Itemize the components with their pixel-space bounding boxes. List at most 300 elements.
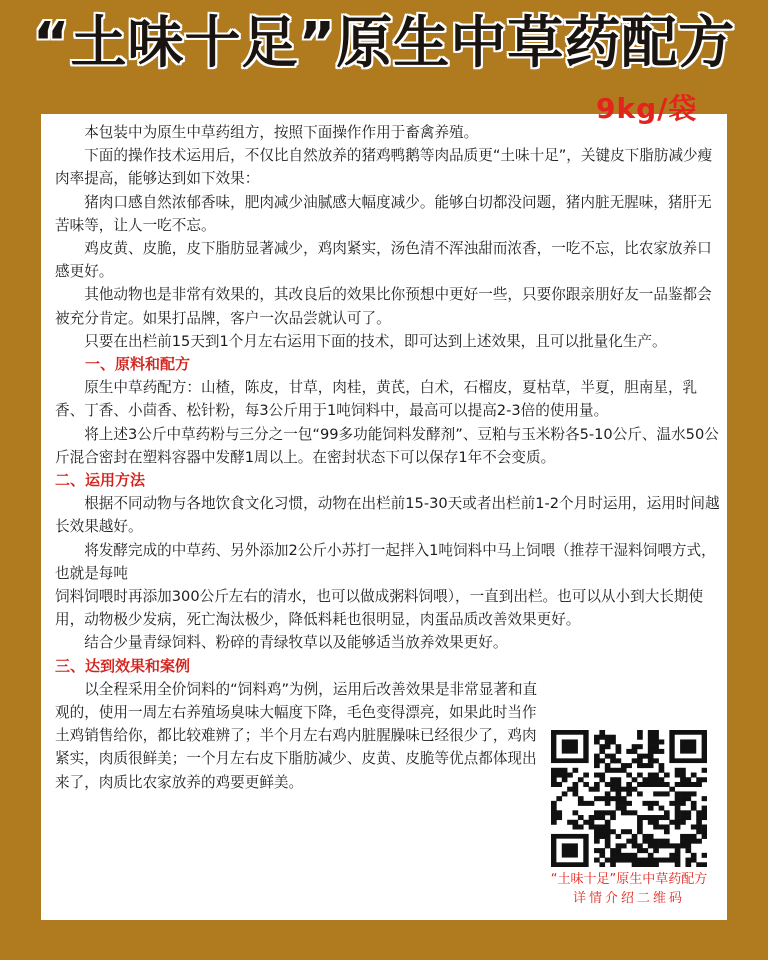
qr-module: [616, 758, 622, 763]
qr-module: [664, 829, 670, 834]
qr-module: [594, 782, 600, 787]
qr-module: [653, 782, 659, 787]
qr-module: [691, 791, 697, 796]
qr-module: [599, 862, 605, 867]
qr-module: [642, 815, 648, 820]
qr-module: [653, 777, 659, 782]
qr-module: [653, 858, 659, 863]
qr-module: [589, 815, 595, 820]
qr-module: [621, 843, 627, 848]
qr-module: [605, 801, 611, 806]
qr-module: [691, 782, 697, 787]
package-weight: 9kg/袋: [596, 92, 698, 125]
qr-module: [680, 796, 686, 801]
qr-module: [675, 820, 681, 825]
qr-module: [648, 858, 654, 863]
qr-module: [702, 829, 707, 834]
qr-module: [551, 801, 557, 806]
qr-module: [583, 773, 589, 778]
qr-module: [680, 815, 686, 820]
usage-paragraph-4: 结合少量青绿饲料、粉碎的青绿牧草以及能够适当放养效果更好。: [84, 634, 508, 652]
qr-module: [675, 848, 681, 853]
qr-module: [632, 777, 638, 782]
qr-module: [680, 791, 686, 796]
qr-module: [675, 782, 681, 787]
results-paragraph-1: 以全程采用全价饲料的“饲料鸡”为例，运用后改善效果是非常显著和直观的，使用一周左右养殖场臭味大幅度下降，毛色变得漂亮，如果此时当作土鸡销售给你，都比较难辨了；半个月左右鸡内脏腥臊味已经很少了，鸡肉紧实，肉质很鲜美；一个月左右皮下脂肪减少、皮黄、皮脆等优点都体现出来了，肉质比农家放养的鸡要更鲜美。: [55, 680, 538, 791]
qr-module: [621, 787, 627, 792]
qr-module: [648, 853, 654, 858]
qr-module: [551, 820, 557, 825]
qr-module: [562, 768, 568, 773]
qr-module: [675, 862, 681, 867]
section-heading-usage: 二、运用方法: [55, 471, 146, 490]
qr-module: [616, 796, 622, 801]
qr-module: [551, 806, 557, 811]
qr-module: [599, 735, 605, 740]
qr-module: [605, 824, 611, 829]
qr-module: [573, 787, 579, 792]
qr-module: [610, 796, 616, 801]
qr-module: [680, 839, 686, 844]
usage-paragraph-2: 将发酵完成的中草药、另外添加2公斤小苏打一起拌入1吨饲料中马上饲喂（推荐干湿料饲喂方式，也就是每吨: [55, 541, 716, 582]
qr-module: [605, 843, 611, 848]
qr-module: [556, 768, 562, 773]
qr-module: [632, 810, 638, 815]
qr-module: [653, 749, 659, 754]
qr-module: [616, 843, 622, 848]
qr-module: [556, 810, 562, 815]
qr-module: [599, 829, 605, 834]
qr-module: [626, 810, 632, 815]
qr-module: [599, 815, 605, 820]
qr-module: [616, 834, 622, 839]
qr-module: [664, 843, 670, 848]
qr-module: [702, 815, 707, 820]
qr-module: [599, 810, 605, 815]
qr-module: [685, 862, 691, 867]
qr-module: [594, 796, 600, 801]
qr-module: [610, 782, 616, 787]
qr-module: [573, 782, 579, 787]
qr-module: [599, 824, 605, 829]
qr-module: [653, 744, 659, 749]
qr-module: [659, 763, 665, 768]
qr-module: [616, 858, 622, 863]
qr-module: [659, 782, 665, 787]
qr-module: [616, 782, 622, 787]
qr-module: [648, 782, 654, 787]
qr-module: [637, 820, 643, 825]
qr-module: [664, 773, 670, 778]
qr-module: [642, 763, 648, 768]
qr-module: [642, 777, 648, 782]
qr-module: [605, 735, 611, 740]
qr-module: [659, 791, 665, 796]
qr-module: [702, 834, 707, 839]
qr-module: [621, 806, 627, 811]
qr-module: [637, 848, 643, 853]
qr-module: [637, 815, 643, 820]
qr-module: [702, 768, 707, 773]
qr-module: [637, 773, 643, 778]
section-heading-ingredients: 一、原料和配方: [85, 355, 191, 374]
qr-module: [637, 735, 643, 740]
qr-module: [605, 810, 611, 815]
section-heading-results: 三、达到效果和案例: [55, 656, 191, 675]
qr-module: [659, 806, 665, 811]
qr-module: [621, 810, 627, 815]
qr-module: [637, 744, 643, 749]
qr-module: [551, 815, 557, 820]
qr-module: [605, 744, 611, 749]
qr-module: [637, 791, 643, 796]
qr-module: [578, 777, 584, 782]
qr-module: [653, 824, 659, 829]
qr-module: [653, 758, 659, 763]
qr-module: [702, 806, 707, 811]
qr-module: [685, 796, 691, 801]
qr-module: [648, 754, 654, 759]
qr-module: [589, 787, 595, 792]
qr-module: [696, 839, 702, 844]
qr-module: [675, 815, 681, 820]
intro-paragraph-3: 猪肉口感自然浓郁香味，肥肉减少油腻感大幅度减少。能够白切都没问题，猪内脏无腥味，猪肝无苦味等，让人一吃不忘。: [55, 193, 712, 234]
qr-module: [685, 834, 691, 839]
qr-module: [616, 806, 622, 811]
qr-module: [696, 782, 702, 787]
qr-module: [562, 777, 568, 782]
qr-module: [621, 801, 627, 806]
qr-module: [567, 773, 573, 778]
qr-module: [621, 796, 627, 801]
qr-module: [616, 787, 622, 792]
qr-module: [621, 763, 627, 768]
qr-module: [626, 763, 632, 768]
qr-module: [610, 787, 616, 792]
qr-module: [669, 858, 675, 863]
article-body: [55, 121, 723, 794]
qr-module: [664, 858, 670, 863]
qr-module: [551, 810, 557, 815]
qr-module: [648, 773, 654, 778]
qr-module: [669, 787, 675, 792]
qr-module: [594, 739, 600, 744]
qr-module: [675, 801, 681, 806]
qr-module: [648, 801, 654, 806]
qr-module: [594, 815, 600, 820]
qr-module: [626, 801, 632, 806]
qr-module: [648, 763, 654, 768]
qr-module: [664, 791, 670, 796]
qr-module: [653, 773, 659, 778]
qr-module: [626, 829, 632, 834]
qr-module: [616, 848, 622, 853]
qr-module: [659, 843, 665, 848]
qr-module: [702, 810, 707, 815]
qr-module: [605, 829, 611, 834]
qr-module: [605, 754, 611, 759]
qr-module: [621, 858, 627, 863]
qr-module: [653, 815, 659, 820]
qr-module: [653, 843, 659, 848]
qr-module: [637, 858, 643, 863]
qr-module: [616, 801, 622, 806]
qr-module: [691, 806, 697, 811]
qr-module: [616, 777, 622, 782]
qr-module: [594, 787, 600, 792]
qr-module: [648, 739, 654, 744]
qr-module: [702, 777, 707, 782]
qr-module: [637, 862, 643, 867]
qr-module: [583, 820, 589, 825]
qr-module: [632, 853, 638, 858]
qr-module: [691, 853, 697, 858]
qr-module: [702, 862, 707, 867]
qr-module: [648, 806, 654, 811]
qr-module: [691, 834, 697, 839]
qr-module: [610, 739, 616, 744]
qr-module: [578, 815, 584, 820]
qr-module: [696, 824, 702, 829]
qr-module: [675, 858, 681, 863]
qr-module: [599, 744, 605, 749]
qr-module: [648, 843, 654, 848]
qr-module: [648, 839, 654, 844]
qr-module: [664, 824, 670, 829]
qr-module: [610, 754, 616, 759]
ingredients-paragraph-2: 将上述3公斤中草药粉与三分之一包“99多功能饲料发酵剂”、豆粕与玉米粉各5-10公斤、温水50公斤混合密封在塑料容器中发酵1周以上。在密封状态下可以保存1年不会变质。: [55, 425, 719, 466]
qr-module: [605, 768, 611, 773]
qr-module: [637, 730, 643, 735]
qr-module: [599, 796, 605, 801]
qr-module: [594, 758, 600, 763]
qr-module: [702, 796, 707, 801]
qr-module: [599, 834, 605, 839]
qr-module: [589, 824, 595, 829]
qr-module: [594, 848, 600, 853]
qr-module: [610, 777, 616, 782]
qr-module: [594, 834, 600, 839]
qr-caption-line-2: 详情介绍二维码: [572, 891, 685, 906]
qr-module: [594, 810, 600, 815]
qr-module: [551, 782, 557, 787]
qr-module: [599, 749, 605, 754]
qr-module: [573, 824, 579, 829]
qr-module: [626, 791, 632, 796]
qr-caption-line-1: “土味十足”原生中草药配方: [550, 872, 708, 887]
qr-module: [685, 777, 691, 782]
qr-module: [616, 749, 622, 754]
qr-module: [680, 810, 686, 815]
qr-module: [675, 806, 681, 811]
qr-module: [675, 853, 681, 858]
intro-paragraph-5: 其他动物也是非常有效果的，其改良后的效果比你预想中更好一些，只要你跟亲朋好友一品鉴都会被充分肯定。如果打品牌，客户一次品尝就认可了。: [55, 286, 712, 327]
qr-module: [659, 839, 665, 844]
qr-module: [594, 829, 600, 834]
qr-module: [610, 829, 616, 834]
qr-module: [626, 782, 632, 787]
qr-module: [616, 853, 622, 858]
qr-module: [626, 853, 632, 858]
qr-module: [632, 839, 638, 844]
qr-caption: [533, 870, 725, 908]
qr-module: [610, 810, 616, 815]
qr-module: [589, 801, 595, 806]
qr-module: [685, 791, 691, 796]
qr-module: [680, 782, 686, 787]
qr-module: [583, 782, 589, 787]
qr-module: [675, 773, 681, 778]
qr-module: [632, 749, 638, 754]
ingredients-paragraph-1: 原生中草药配方：山楂，陈皮，甘草，肉桂，黄芪，白术，石榴皮，夏枯草，半夏，胆南星，乳香、丁香、小茴香、松针粉，每3公斤用于1吨饲料中，最高可以提高2-3倍的使用量。: [55, 379, 698, 420]
qr-module: [637, 758, 643, 763]
qr-module: [556, 782, 562, 787]
qr-module: [675, 796, 681, 801]
qr-module: [648, 730, 654, 735]
qr-module: [626, 839, 632, 844]
qr-module: [664, 782, 670, 787]
qr-module: [653, 801, 659, 806]
qr-module: [632, 744, 638, 749]
qr-module: [691, 801, 697, 806]
qr-module: [599, 853, 605, 858]
qr-module: [685, 843, 691, 848]
qr-module: [556, 815, 562, 820]
qr-module: [675, 768, 681, 773]
qr-module: [653, 862, 659, 867]
qr-module: [605, 834, 611, 839]
qr-finder-pattern: [680, 739, 696, 753]
qr-module: [556, 773, 562, 778]
qr-module: [675, 843, 681, 848]
qr-module: [680, 820, 686, 825]
intro-paragraph-4: 鸡皮黄、皮脆，皮下脂肪显著减少，鸡肉紧实，汤色清不浑浊甜而浓香，一吃不忘，比农家放养口感更好。: [55, 240, 712, 281]
qr-module: [605, 858, 611, 863]
qr-module: [696, 829, 702, 834]
qr-module: [637, 754, 643, 759]
qr-module: [610, 815, 616, 820]
qr-module: [551, 773, 557, 778]
qr-module: [573, 820, 579, 825]
qr-module: [626, 787, 632, 792]
qr-module: [691, 773, 697, 778]
qr-module: [669, 843, 675, 848]
qr-module: [599, 730, 605, 735]
qr-module: [642, 862, 648, 867]
qr-module: [610, 862, 616, 867]
qr-module: [659, 739, 665, 744]
qr-module: [626, 773, 632, 778]
qr-module: [642, 782, 648, 787]
qr-module: [621, 829, 627, 834]
qr-module: [680, 777, 686, 782]
qr-module: [632, 787, 638, 792]
qr-module: [642, 754, 648, 759]
qr-module: [616, 768, 622, 773]
qr-module: [610, 853, 616, 858]
qr-module: [578, 796, 584, 801]
qr-module: [648, 744, 654, 749]
qr-module: [675, 824, 681, 829]
qr-module: [669, 820, 675, 825]
qr-module: [605, 739, 611, 744]
qr-module: [659, 749, 665, 754]
qr-module: [573, 768, 579, 773]
qr-module: [685, 848, 691, 853]
qr-module: [659, 815, 665, 820]
page-title: “土味十足”原生中草药配方: [32, 11, 736, 76]
qr-module: [578, 824, 584, 829]
qr-module: [551, 777, 557, 782]
qr-module: [616, 744, 622, 749]
qr-module: [653, 848, 659, 853]
qr-module: [562, 791, 568, 796]
qr-module: [685, 839, 691, 844]
qr-module: [567, 820, 573, 825]
qr-module: [605, 763, 611, 768]
intro-paragraph-6: 只要在出栏前15天到1个月左右运用下面的技术，即可达到上述效果，且可以批量化生产。: [84, 332, 667, 350]
qr-module: [696, 820, 702, 825]
qr-module: [691, 824, 697, 829]
qr-module: [653, 730, 659, 735]
qr-module: [669, 801, 675, 806]
qr-module: [605, 791, 611, 796]
qr-module: [659, 768, 665, 773]
qr-module: [653, 839, 659, 844]
qr-code[interactable]: [551, 730, 707, 867]
qr-module: [696, 810, 702, 815]
usage-paragraph-3: 饲料饲喂时再添加300公斤左右的清水，也可以做成粥料饲喂），一直到出栏。也可以从小到大长期使用，动物极少发病，死亡淘汰极少，降低料耗也很明显，肉蛋品质改善效果更好。: [55, 588, 704, 629]
qr-module: [637, 763, 643, 768]
qr-module: [573, 810, 579, 815]
qr-module: [605, 839, 611, 844]
qr-module: [696, 815, 702, 820]
qr-module: [680, 801, 686, 806]
qr-module: [632, 858, 638, 863]
qr-module: [680, 773, 686, 778]
qr-module: [691, 839, 697, 844]
qr-module: [594, 763, 600, 768]
qr-module: [567, 787, 573, 792]
qr-module: [642, 801, 648, 806]
qr-module: [578, 801, 584, 806]
qr-module: [664, 839, 670, 844]
qr-module: [648, 758, 654, 763]
qr-module: [642, 848, 648, 853]
qr-module: [616, 791, 622, 796]
qr-module: [621, 768, 627, 773]
qr-module: [669, 853, 675, 858]
qr-module: [642, 839, 648, 844]
qr-module: [594, 754, 600, 759]
qr-module: [594, 824, 600, 829]
qr-module: [648, 820, 654, 825]
qr-module: [648, 735, 654, 740]
qr-module: [680, 768, 686, 773]
intro-paragraph-1: 本包装中为原生中草药组方，按照下面操作作用于畜禽养殖。: [84, 124, 479, 141]
qr-module: [648, 815, 654, 820]
qr-module: [685, 782, 691, 787]
qr-module: [589, 820, 595, 825]
qr-module: [610, 735, 616, 740]
qr-module: [648, 749, 654, 754]
qr-module: [632, 843, 638, 848]
qr-module: [632, 862, 638, 867]
qr-module: [599, 758, 605, 763]
qr-module: [632, 758, 638, 763]
qr-module: [653, 735, 659, 740]
qr-module: [648, 834, 654, 839]
